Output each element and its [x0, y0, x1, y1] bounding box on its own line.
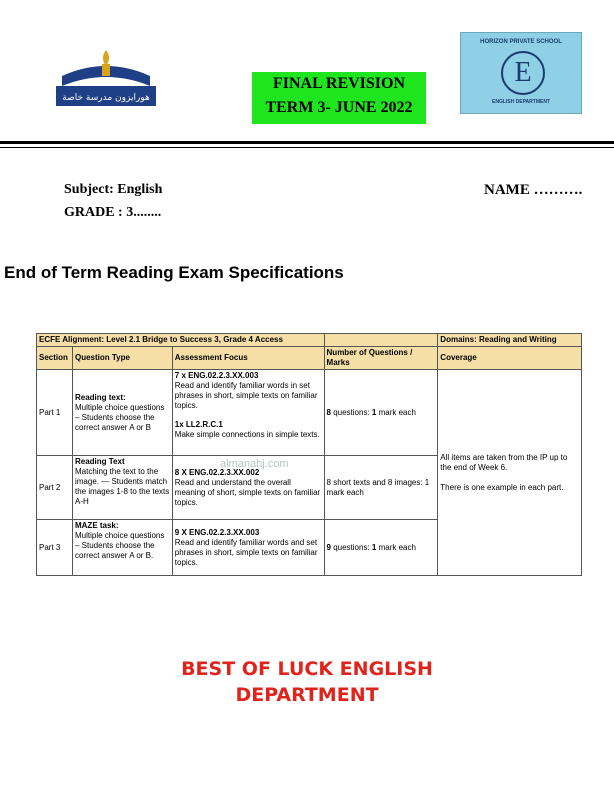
header-section: Section	[37, 347, 73, 370]
name-field: NAME ……….	[484, 182, 583, 198]
marks-count: 9	[326, 542, 331, 552]
focus-code: 1x LL2.R.C.1	[174, 420, 223, 429]
focus-code: 9 X ENG.02.2.3.XX.003	[174, 527, 260, 537]
marks-suffix: mark each	[376, 407, 416, 417]
logo-arabic-text: هورايزون مدرسة خاصة	[62, 93, 150, 103]
logo-school-name: HORIZON PRIVATE SCHOOL	[480, 39, 562, 45]
question-type-cell	[72, 370, 172, 456]
focus-text: Read and identify familiar words in set phrases in short, simple texts on familiar topics.	[174, 381, 318, 410]
focus-text: Make simple connections in simple texts.	[174, 430, 320, 439]
header-divider-thin	[0, 147, 614, 148]
question-type-body: Matching the text to the image. — Students match the images 1-8 to the texts A-H	[74, 467, 170, 506]
grade-label: GRADE : 3........	[64, 205, 162, 220]
focus-code: 8 X ENG.02.2.3.XX.002	[174, 467, 260, 477]
school-logo	[42, 46, 170, 114]
focus-text: Read and identify familiar words and set phrases in short, simple texts on familiar topics.	[174, 537, 318, 567]
header-question-type: Question Type	[72, 347, 172, 370]
question-type-cell	[72, 520, 172, 576]
coverage-text-1: All items are taken from the IP up to the end of Week 6.	[440, 452, 568, 472]
header-coverage: Coverage	[438, 347, 582, 370]
assessment-focus-cell	[172, 520, 324, 576]
coverage-text-2: There is one example in each part.	[440, 482, 564, 492]
question-type-title: MAZE task:	[74, 521, 119, 530]
coverage-cell	[438, 370, 582, 576]
question-type-body: Multiple choice questions – Students choose the correct answer A or B	[74, 402, 165, 432]
watermark: almanahj.com	[220, 458, 289, 470]
marks-value: 1	[371, 407, 377, 417]
marks-text: questions:	[330, 407, 372, 417]
header-divider-thick	[0, 141, 614, 144]
header-number-marks: Number of Questions / Marks	[324, 347, 438, 370]
table-row	[37, 370, 582, 456]
alignment-empty-cell	[324, 334, 438, 347]
logo-dept-name: ENGLISH DEPARTMENT	[492, 99, 550, 105]
domains-cell: Domains: Reading and Writing	[438, 334, 582, 347]
marks-suffix: mark each	[376, 542, 416, 552]
focus-text: Read and understand the overall meaning of short, simple texts on familiar topics.	[174, 477, 321, 507]
marks-cell	[324, 520, 438, 576]
marks-cell: 8 short texts and 8 images: 1 mark each	[324, 456, 438, 520]
logo-letter: E	[501, 51, 545, 95]
final-revision-title	[252, 72, 426, 124]
alignment-cell: ECFE Alignment: Level 2.1 Bridge to Success 3, Grade 4 Access	[37, 334, 325, 347]
table-alignment-row	[37, 334, 582, 347]
page-heading: End of Term Reading Exam Specifications	[4, 263, 344, 282]
marks-text: questions:	[330, 542, 372, 552]
title-line-1: FINAL REVISION	[272, 75, 406, 92]
subject-label: Subject: English	[64, 182, 163, 197]
section-cell: Part 1	[37, 370, 73, 456]
section-cell: Part 3	[37, 520, 73, 576]
section-cell: Part 2	[37, 456, 73, 520]
question-type-title: Reading Text	[74, 457, 125, 466]
marks-cell	[324, 370, 438, 456]
question-type-title: Reading text:	[74, 392, 126, 402]
question-type-cell	[72, 456, 172, 520]
marks-value: 1	[371, 542, 377, 552]
assessment-focus-cell	[172, 370, 324, 456]
question-type-body: Multiple choice questions – Students choose the correct answer A or B.	[74, 531, 165, 560]
footer-line-1: BEST OF LUCK ENGLISH	[181, 658, 433, 680]
specifications-table	[36, 333, 582, 576]
table-header-row	[37, 347, 582, 370]
marks-count: 8	[326, 407, 331, 417]
footer-line-2: DEPARTMENT	[235, 684, 379, 706]
english-department-logo	[460, 32, 582, 114]
title-line-2: TERM 3- JUNE 2022	[265, 99, 413, 116]
focus-code: 7 x ENG.02.2.3.XX.003	[174, 371, 259, 380]
header-assessment-focus: Assessment Focus	[172, 347, 324, 370]
